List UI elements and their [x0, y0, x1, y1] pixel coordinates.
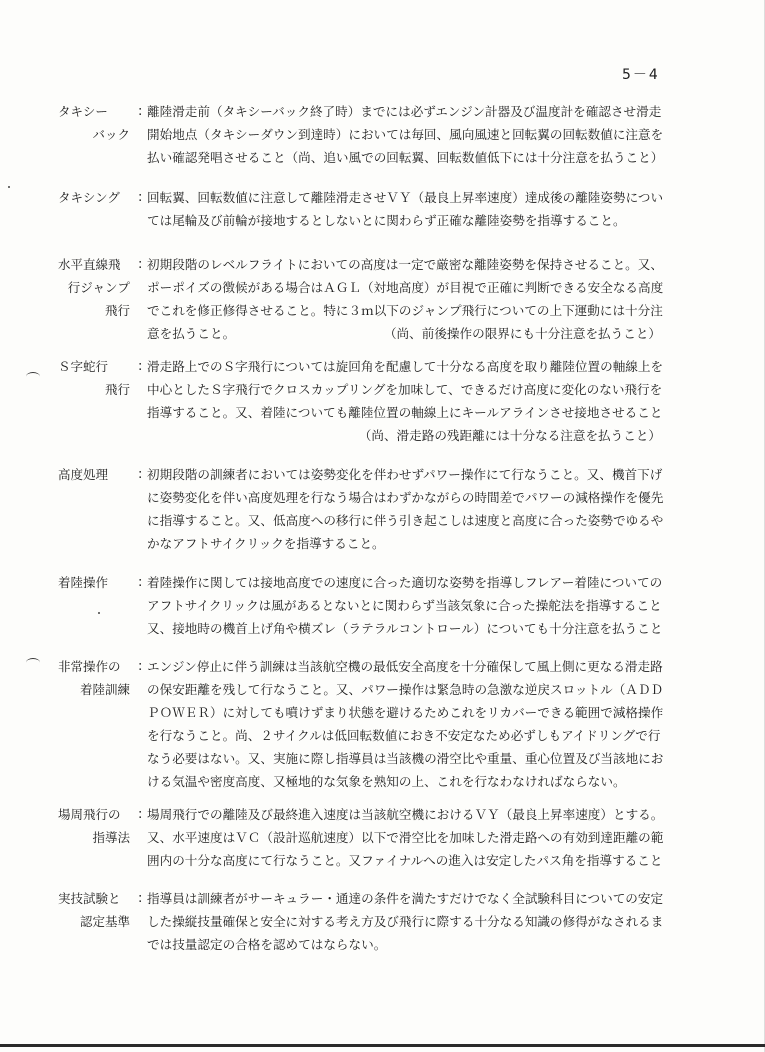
entry-term-line: Ｓ字蛇行 [58, 359, 109, 374]
margin-dot [8, 186, 10, 188]
description-line: を行なうこと。尚、２サイクルは低回転数値におき不安定なため必ずしもアイドリングで行 [147, 728, 661, 743]
entry-term [58, 186, 130, 209]
description-line: ポーポイズの徴候がある場合はＡＧＬ（対地高度）が目視で正確に判断できる安全なる高度 [147, 280, 664, 295]
entry-term [58, 463, 130, 486]
description-line: 着陸操作に関しては接地高度での速度に合った適切な姿勢を指導しフレアー着陸についての [147, 575, 663, 590]
entry-description [147, 100, 664, 169]
entry-colon: : [138, 659, 143, 674]
description-line: の保安距離を残して行なうこと。又、パワー操作は緊急時の急激な逆戻スロットル（ＡＤＤ [147, 682, 664, 697]
description-line: かなアフトサイクリックを指導すること。 [147, 536, 385, 551]
description-line: 指導すること。又、着陸についても離陸位置の軸線上にキールアラインさせ接地させること [147, 405, 663, 420]
entry-term-line: 場周飛行の [58, 807, 121, 822]
description-line: に姿勢変化を伴い高度処理を行なう場合はわずかながらの時間差でパワーの減格操作を優先 [147, 490, 664, 505]
entry-colon: : [138, 807, 143, 822]
entry-term [58, 100, 130, 146]
entry-description [147, 887, 664, 956]
description-line: 指導員は訓練者がサーキュラー・通達の条件を満たすだけでなく全試験科目についての安定 [147, 891, 664, 906]
description-line: した操縦技量確保と安全に対する考え方及び飛行に際する十分なる知識の修得がなされるま [147, 914, 664, 929]
description-line: エンジン停止に伴う訓練は当該航空機の最低安全高度を十分確保して風上側に更なる滑走路 [147, 659, 663, 674]
description-line: でこれを修正修得させること。特に３ｍ以下のジャンプ飛行についての上下運動には十分注 [147, 303, 663, 318]
entry-term-line: 高度処理 [58, 467, 109, 482]
description-line: 開始地点（タキシーダウン到達時）においては毎回、風向風速と回転翼の回転数値に注意を [147, 127, 664, 142]
entry-term-line: 着陸訓練 [79, 682, 130, 697]
description-line: 場周飛行での離陸及び最終進入速度は当該航空機におけるＶＹ（最良上昇率速度）とする。 [147, 807, 664, 822]
entry-term-line: 指導法 [92, 830, 130, 845]
description-note: （尚、滑走路の残距離には十分なる注意を払うこと） [358, 428, 661, 443]
entry-colon: : [138, 104, 143, 119]
entry-colon: : [138, 575, 143, 590]
margin-mark [26, 372, 40, 381]
entry-colon: : [138, 891, 143, 906]
entry-term-line: 実技試験と [58, 891, 121, 906]
entry-term [58, 887, 130, 933]
entry-description [147, 253, 664, 345]
description-line: 又、接地時の機首上げ角や横ズレ（ラテラルコントロール）についても十分注意を払うこと [147, 621, 663, 636]
description-line: では技量認定の合格を認めてはならない。 [147, 937, 387, 952]
entry-term [58, 355, 130, 401]
description-line: 又、水平速度はＶＣ（設計巡航速度）以下で滑空比を加味した滑走路への有効到達距離の範 [147, 830, 664, 845]
description-line: ける気温や密度高度、又極地的な気象を熟知の上、これを行なわなければならない。 [147, 774, 626, 789]
entry-colon: : [138, 467, 143, 482]
description-line: ＰＯＷＥＲ）に対しても噴けずまり状態を避けるためこれをリカバーできる範囲で減格操作 [147, 705, 664, 720]
entry-term-line: バック [92, 127, 130, 142]
entry-description [147, 803, 664, 872]
description-line: 囲内の十分な高度にて行なうこと。又ファイナルへの進入は安定したパス角を指導すること [147, 853, 663, 868]
description-line: 払い確認発唱させること（尚、追い風での回転翼、回転数値低下には十分注意を払うこと） [147, 150, 664, 165]
margin-dot [98, 612, 100, 614]
entry-colon: : [138, 359, 143, 374]
entry-term [58, 803, 130, 849]
entry-term-line: 飛行 [104, 382, 130, 397]
margin-mark [26, 658, 40, 667]
entry-description [147, 571, 661, 640]
entry-term-line: タキシング [58, 190, 120, 205]
entry-term-line: 認定基準 [79, 914, 130, 929]
entry-description [147, 186, 664, 232]
entry-term-line: タキシー [58, 104, 108, 119]
entry-colon: : [138, 257, 143, 272]
entry-term-line: 飛行 [104, 303, 130, 318]
description-line: 初期段階の訓練者においては姿勢変化を伴わせずパワー操作にて行なうこと。又、機首下げ [147, 467, 663, 482]
description-line: 離陸滑走前（タキシーバック終了時）までには必ずエンジン計器及び温度計を確認させ滑走 [147, 104, 662, 119]
entry-description [147, 355, 664, 447]
description-line: ては尾輪及び前輪が接地するとしないとに関わらず正確な離陸姿勢を指導すること。 [147, 213, 626, 228]
description-line: アフトサイクリックは風があるとないとに関わらず当該気象に合った操舵法を指導すること [147, 598, 662, 613]
entry-colon: : [138, 190, 143, 205]
entry-term [58, 253, 130, 322]
entry-term-line: 行ジャンプ [67, 280, 130, 295]
entry-term-line: 着陸操作 [58, 575, 109, 590]
entry-description [147, 655, 664, 793]
description-line: 意を払うこと。 [147, 326, 236, 341]
description-note: （尚、前後操作の限界にも十分注意を払うこと） [383, 326, 661, 341]
description-line: 滑走路上でのＳ字飛行については旋回角を配慮して十分なる高度を取り離陸位置の軸線上を [147, 359, 664, 374]
entry-term-line: 非常操作の [58, 659, 121, 674]
description-line: なう必要はない。又、実施に際し指導員は当該機の滑空比や重量、重心位置及び当該地にお [147, 751, 664, 766]
description-line: 中心としたＳ字飛行でクロスカップリングを加味して、できるだけ高度に変化のない飛行を [147, 382, 663, 397]
description-line: 回転翼、回転数値に注意して離陸滑走させＶＹ（最良上昇率速度）達成後の離陸姿勢につい [147, 190, 664, 205]
entry-term [58, 655, 130, 701]
entry-description [147, 463, 664, 555]
bottom-rule [0, 1044, 765, 1047]
description-line: 初期段階のレベルフライトにおいての高度は一定で厳密な離陸姿勢を保持させること。又、 [147, 257, 663, 272]
entry-term [58, 571, 130, 594]
entry-term-line: 水平直線飛 [58, 257, 121, 272]
description-line: に指導すること。又、低高度への移行に伴う引き起こしは速度と高度に合った姿勢でゆるや [147, 513, 664, 528]
page-number: 5－4 [622, 67, 660, 83]
